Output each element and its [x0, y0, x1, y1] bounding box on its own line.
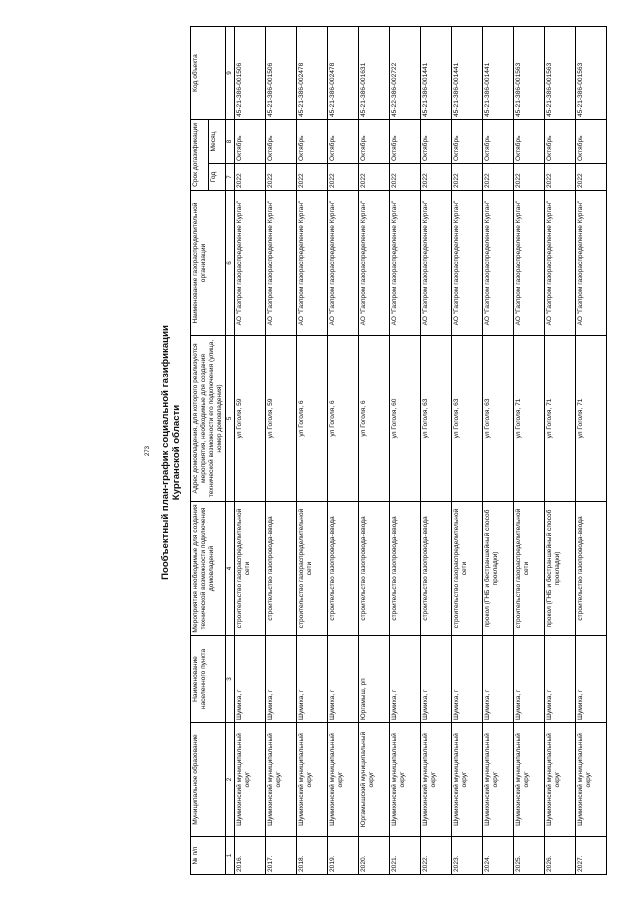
organization-cell: АО "Газпром газораспределение Курган" — [483, 191, 514, 336]
municipality-cell: Юргамышский муниципальный округ — [359, 723, 390, 837]
row-number: 2023. — [452, 837, 483, 875]
header-object-code: Код объекта — [191, 27, 226, 120]
settlement-cell: Шумиха, г — [266, 636, 297, 723]
year-cell: 2022 — [452, 164, 483, 191]
organization-cell: АО "Газпром газораспределение Курган" — [235, 191, 266, 336]
object-code-cell: 45-21-386-001506 — [266, 27, 297, 120]
header-settlement: Наименование населенного пункта — [191, 636, 226, 723]
organization-cell: АО "Газпром газораспределение Курган" — [390, 191, 421, 336]
table-row — [390, 27, 421, 875]
header-municipality: Муниципальное образование — [191, 723, 226, 837]
table-row — [452, 27, 483, 875]
row-number: 2017. — [266, 837, 297, 875]
address-cell: ул Гоголя, 60 — [390, 336, 421, 502]
row-number: 2020. — [359, 837, 390, 875]
table-row — [545, 27, 576, 875]
settlement-cell: Шумиха, г — [483, 636, 514, 723]
object-code-cell: 45-21-386-001631 — [359, 27, 390, 120]
month-cell: Октябрь — [421, 120, 452, 164]
organization-cell: АО "Газпром газораспределение Курган" — [514, 191, 545, 336]
settlement-cell: Юргамыш, рп — [359, 636, 390, 723]
measure-cell: строительство газораспределительной сети — [514, 502, 545, 636]
organization-cell: АО "Газпром газораспределение Курган" — [266, 191, 297, 336]
organization-cell: АО "Газпром газораспределение Курган" — [328, 191, 359, 336]
measure-cell: строительство газопровода-ввода — [421, 502, 452, 636]
year-cell: 2022 — [483, 164, 514, 191]
settlement-cell: Шумиха, г — [328, 636, 359, 723]
table-row — [483, 27, 514, 875]
column-number: 4 — [226, 502, 235, 636]
object-code-cell: 45-21-386-001563 — [514, 27, 545, 120]
object-code-cell: 45-21-386-001441 — [421, 27, 452, 120]
row-number: 2019. — [328, 837, 359, 875]
settlement-cell: Шумиха, г — [235, 636, 266, 723]
row-number: 2027. — [576, 837, 607, 875]
object-code-cell: 45-21-386-001441 — [483, 27, 514, 120]
object-code-cell: 45-21-386-001563 — [576, 27, 607, 120]
year-cell: 2022 — [514, 164, 545, 191]
object-code-cell: 45-21-386-001441 — [452, 27, 483, 120]
address-cell: ул Гоголя, 6 — [297, 336, 328, 502]
municipality-cell: Шумихинский муниципальный округ — [421, 723, 452, 837]
document-title: Пообъектный план-график социальной газификации — [160, 325, 171, 580]
month-cell: Октябрь — [514, 120, 545, 164]
column-numbers-row — [226, 27, 235, 875]
table-row — [266, 27, 297, 875]
address-cell: ул Гоголя, 63 — [452, 336, 483, 502]
table-row — [235, 27, 266, 875]
address-cell: ул Гоголя, 63 — [483, 336, 514, 502]
address-cell: ул Гоголя, 71 — [576, 336, 607, 502]
municipality-cell: Шумихинский муниципальный округ — [266, 723, 297, 837]
row-number: 2024. — [483, 837, 514, 875]
header-organization: Наименование газораспределительной организации — [191, 191, 226, 336]
year-cell: 2022 — [576, 164, 607, 191]
row-number: 2016. — [235, 837, 266, 875]
table-row — [359, 27, 390, 875]
address-cell: ул Гоголя, 63 — [421, 336, 452, 502]
year-cell: 2022 — [328, 164, 359, 191]
month-cell: Октябрь — [576, 120, 607, 164]
year-cell: 2022 — [421, 164, 452, 191]
month-cell: Октябрь — [390, 120, 421, 164]
header-deadline: Срок догазификации — [191, 120, 209, 191]
settlement-cell: Шумиха, г — [576, 636, 607, 723]
organization-cell: АО "Газпром газораспределение Курган" — [297, 191, 328, 336]
row-number: 2021. — [390, 837, 421, 875]
year-cell: 2022 — [235, 164, 266, 191]
table-row — [576, 27, 607, 875]
measure-cell: строительство газопровода-ввода — [328, 502, 359, 636]
table-row — [421, 27, 452, 875]
row-number: 2022. — [421, 837, 452, 875]
month-cell: Октябрь — [359, 120, 390, 164]
month-cell: Октябрь — [452, 120, 483, 164]
settlement-cell: Шумиха, г — [514, 636, 545, 723]
object-code-cell: 45-21-386-001506 — [235, 27, 266, 120]
measure-cell: строительство газопровода-ввода — [576, 502, 607, 636]
month-cell: Октябрь — [545, 120, 576, 164]
address-cell: ул Гоголя, 59 — [266, 336, 297, 502]
municipality-cell: Шумихинский муниципальный округ — [483, 723, 514, 837]
table-row — [328, 27, 359, 875]
year-cell: 2022 — [390, 164, 421, 191]
header-month: Месяц — [208, 120, 226, 164]
settlement-cell: Шумиха, г — [390, 636, 421, 723]
year-cell: 2022 — [297, 164, 328, 191]
column-number: 1 — [226, 837, 235, 875]
address-cell: ул Гоголя, 6 — [359, 336, 390, 502]
measure-cell: строительство газопровода-ввода — [359, 502, 390, 636]
column-number: 7 — [226, 164, 235, 191]
document-subtitle: Курганской области — [171, 404, 182, 501]
object-code-cell: 45-21-386-002478 — [297, 27, 328, 120]
measure-cell: строительство газопровода-ввода — [266, 502, 297, 636]
table-row — [514, 27, 545, 875]
header-num: № п/п — [191, 837, 226, 875]
measure-cell: прокол (ГНБ и бестраншейный способ прокладки) — [545, 502, 576, 636]
header-measures: Мероприятия необходимые для создания технической возможности подключения домовладений — [191, 502, 226, 636]
month-cell: Октябрь — [328, 120, 359, 164]
column-number: 3 — [226, 636, 235, 723]
month-cell: Октябрь — [266, 120, 297, 164]
measure-cell: прокол (ГНБ и бестраншейный способ прокладки) — [483, 502, 514, 636]
organization-cell: АО "Газпром газораспределение Курган" — [545, 191, 576, 336]
year-cell: 2022 — [359, 164, 390, 191]
measure-cell: строительство газораспределительной сети — [297, 502, 328, 636]
organization-cell: АО "Газпром газораспределение Курган" — [421, 191, 452, 336]
column-number: 9 — [226, 27, 235, 120]
address-cell: ул Гоголя, 59 — [235, 336, 266, 502]
measure-cell: строительство газораспределительной сети — [452, 502, 483, 636]
row-number: 2026. — [545, 837, 576, 875]
municipality-cell: Шумихинский муниципальный округ — [514, 723, 545, 837]
settlement-cell: Шумиха, г — [297, 636, 328, 723]
municipality-cell: Шумихинский муниципальный округ — [452, 723, 483, 837]
municipality-cell: Шумихинский муниципальный округ — [545, 723, 576, 837]
header-address: Адрес домовладения, для которого реализуются мероприятия, необходимые для создания технической возможности его подключения (улица, номер домовладения) — [191, 336, 226, 502]
column-number: 2 — [226, 723, 235, 837]
address-cell: ул Гоголя, 71 — [545, 336, 576, 502]
gasification-table — [190, 26, 607, 875]
year-cell: 2022 — [545, 164, 576, 191]
organization-cell: АО "Газпром газораспределение Курган" — [452, 191, 483, 336]
settlement-cell: Шумиха, г — [452, 636, 483, 723]
row-number: 2025. — [514, 837, 545, 875]
municipality-cell: Шумихинский муниципальный округ — [390, 723, 421, 837]
object-code-cell: 45-21-386-002478 — [328, 27, 359, 120]
month-cell: Октябрь — [483, 120, 514, 164]
settlement-cell: Шумиха, г — [421, 636, 452, 723]
municipality-cell: Шумихинский муниципальный округ — [328, 723, 359, 837]
column-number: 5 — [226, 336, 235, 502]
object-code-cell: 45-21-386-001563 — [545, 27, 576, 120]
year-cell: 2022 — [266, 164, 297, 191]
settlement-cell: Шумиха, г — [545, 636, 576, 723]
month-cell: Октябрь — [297, 120, 328, 164]
measure-cell: строительство газораспределительной сети — [235, 502, 266, 636]
column-number: 6 — [226, 191, 235, 336]
page-number: 273 — [145, 445, 151, 456]
header-year: Год — [208, 164, 226, 191]
column-number: 8 — [226, 120, 235, 164]
municipality-cell: Шумихинский муниципальный округ — [576, 723, 607, 837]
object-code-cell: 45-22-386-002722 — [390, 27, 421, 120]
municipality-cell: Шумихинский муниципальный округ — [235, 723, 266, 837]
municipality-cell: Шумихинский муниципальный округ — [297, 723, 328, 837]
address-cell: ул Гоголя, 71 — [514, 336, 545, 502]
address-cell: ул Гоголя, 6 — [328, 336, 359, 502]
measure-cell: строительство газопровода-ввода — [390, 502, 421, 636]
organization-cell: АО "Газпром газораспределение Курган" — [576, 191, 607, 336]
table-row — [297, 27, 328, 875]
organization-cell: АО "Газпром газораспределение Курган" — [359, 191, 390, 336]
month-cell: Октябрь — [235, 120, 266, 164]
row-number: 2018. — [297, 837, 328, 875]
